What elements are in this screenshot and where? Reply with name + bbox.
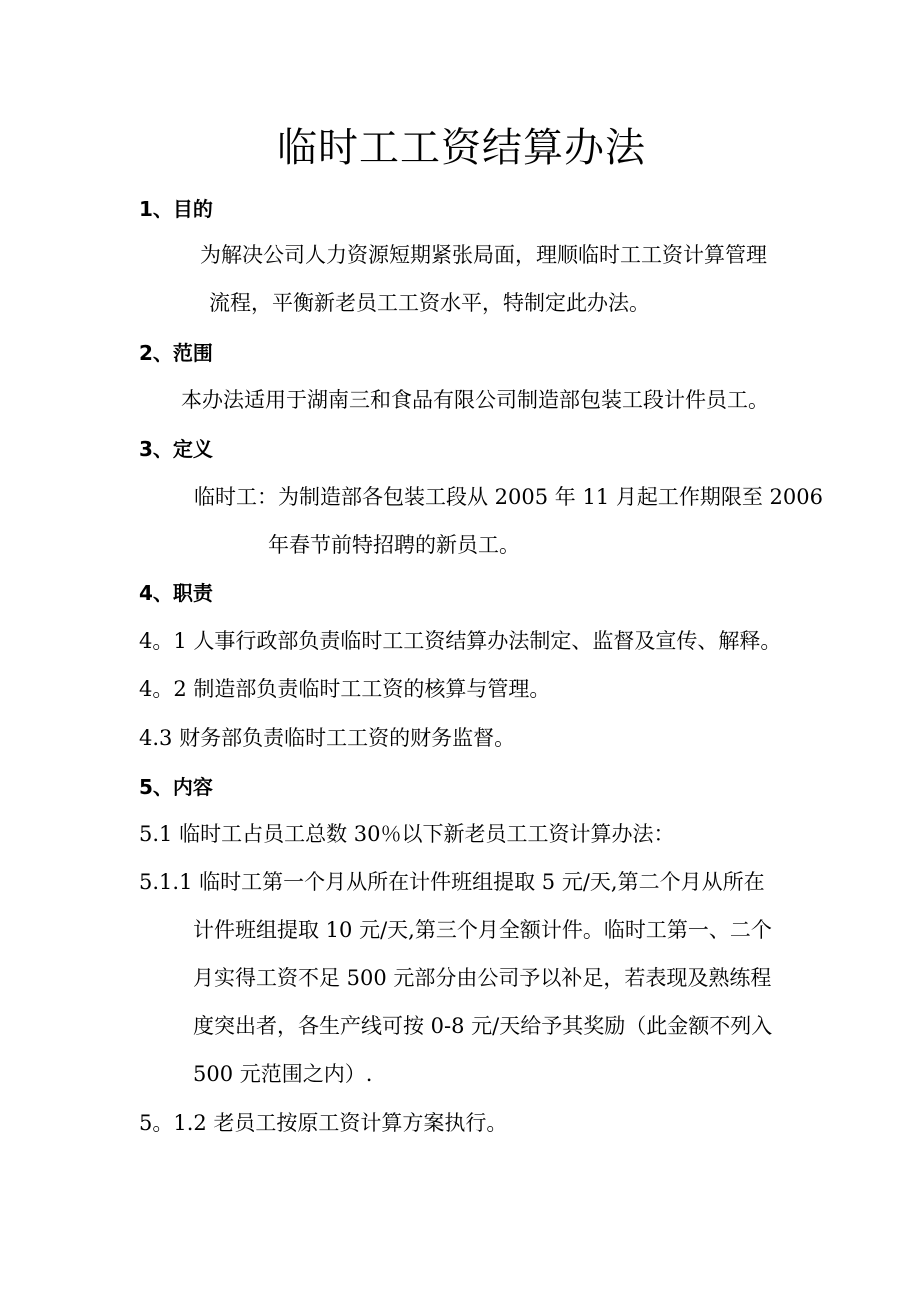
section-heading-purpose: 1、目的 — [139, 197, 213, 221]
definition-text-line-1: 临时工：为制造部各包装工段从 2005 年 11 月起工作期限至 2006 — [194, 485, 823, 509]
section-heading-definition: 3、定义 — [139, 437, 213, 461]
content-item-5-1-1-line-3: 月实得工资不足 500 元部分由公司予以补足，若表现及熟练程 — [193, 966, 772, 990]
content-item-5-1-1-line-2: 计件班组提取 10 元/天,第三个月全额计件。临时工第一、二个 — [193, 918, 772, 942]
section-heading-content: 5、内容 — [139, 775, 213, 799]
purpose-text-line-2: 流程，平衡新老员工工资水平，特制定此办法。 — [209, 291, 650, 315]
document-title: 临时工工资结算办法 — [277, 125, 646, 171]
purpose-text-line-1: 为解决公司人力资源短期紧张局面，理顺临时工工资计算管理 — [200, 243, 767, 267]
content-item-5-1-1-line-5: 500 元范围之内）. — [193, 1062, 373, 1086]
content-item-5-1-1-line-1: 5.1.1 临时工第一个月从所在计件班组提取 5 元/天,第二个月从所在 — [139, 870, 765, 894]
content-item-5-1-2: 5。1.2 老员工按原工资计算方案执行。 — [139, 1111, 508, 1135]
definition-text-line-2: 年春节前特招聘的新员工。 — [268, 533, 520, 557]
section-heading-responsibilities: 4、职责 — [139, 581, 213, 605]
responsibility-item-manufacturing: 4。2 制造部负责临时工工资的核算与管理。 — [139, 677, 551, 701]
section-heading-scope: 2、范围 — [139, 341, 213, 365]
responsibility-item-finance: 4.3 财务部负责临时工工资的财务监督。 — [139, 726, 516, 750]
content-item-5-1-1-line-4: 度突出者，各生产线可按 0-8 元/天给予其奖励（此金额不列入 — [193, 1014, 773, 1038]
scope-text: 本办法适用于湖南三和食品有限公司制造部包装工段计件员工。 — [181, 388, 769, 412]
content-item-5-1: 5.1 临时工占员工总数 30％以下新老员工工资计算办法： — [139, 822, 675, 846]
responsibility-item-hr: 4。1 人事行政部负责临时工工资结算办法制定、监督及宣传、解释。 — [139, 629, 782, 653]
